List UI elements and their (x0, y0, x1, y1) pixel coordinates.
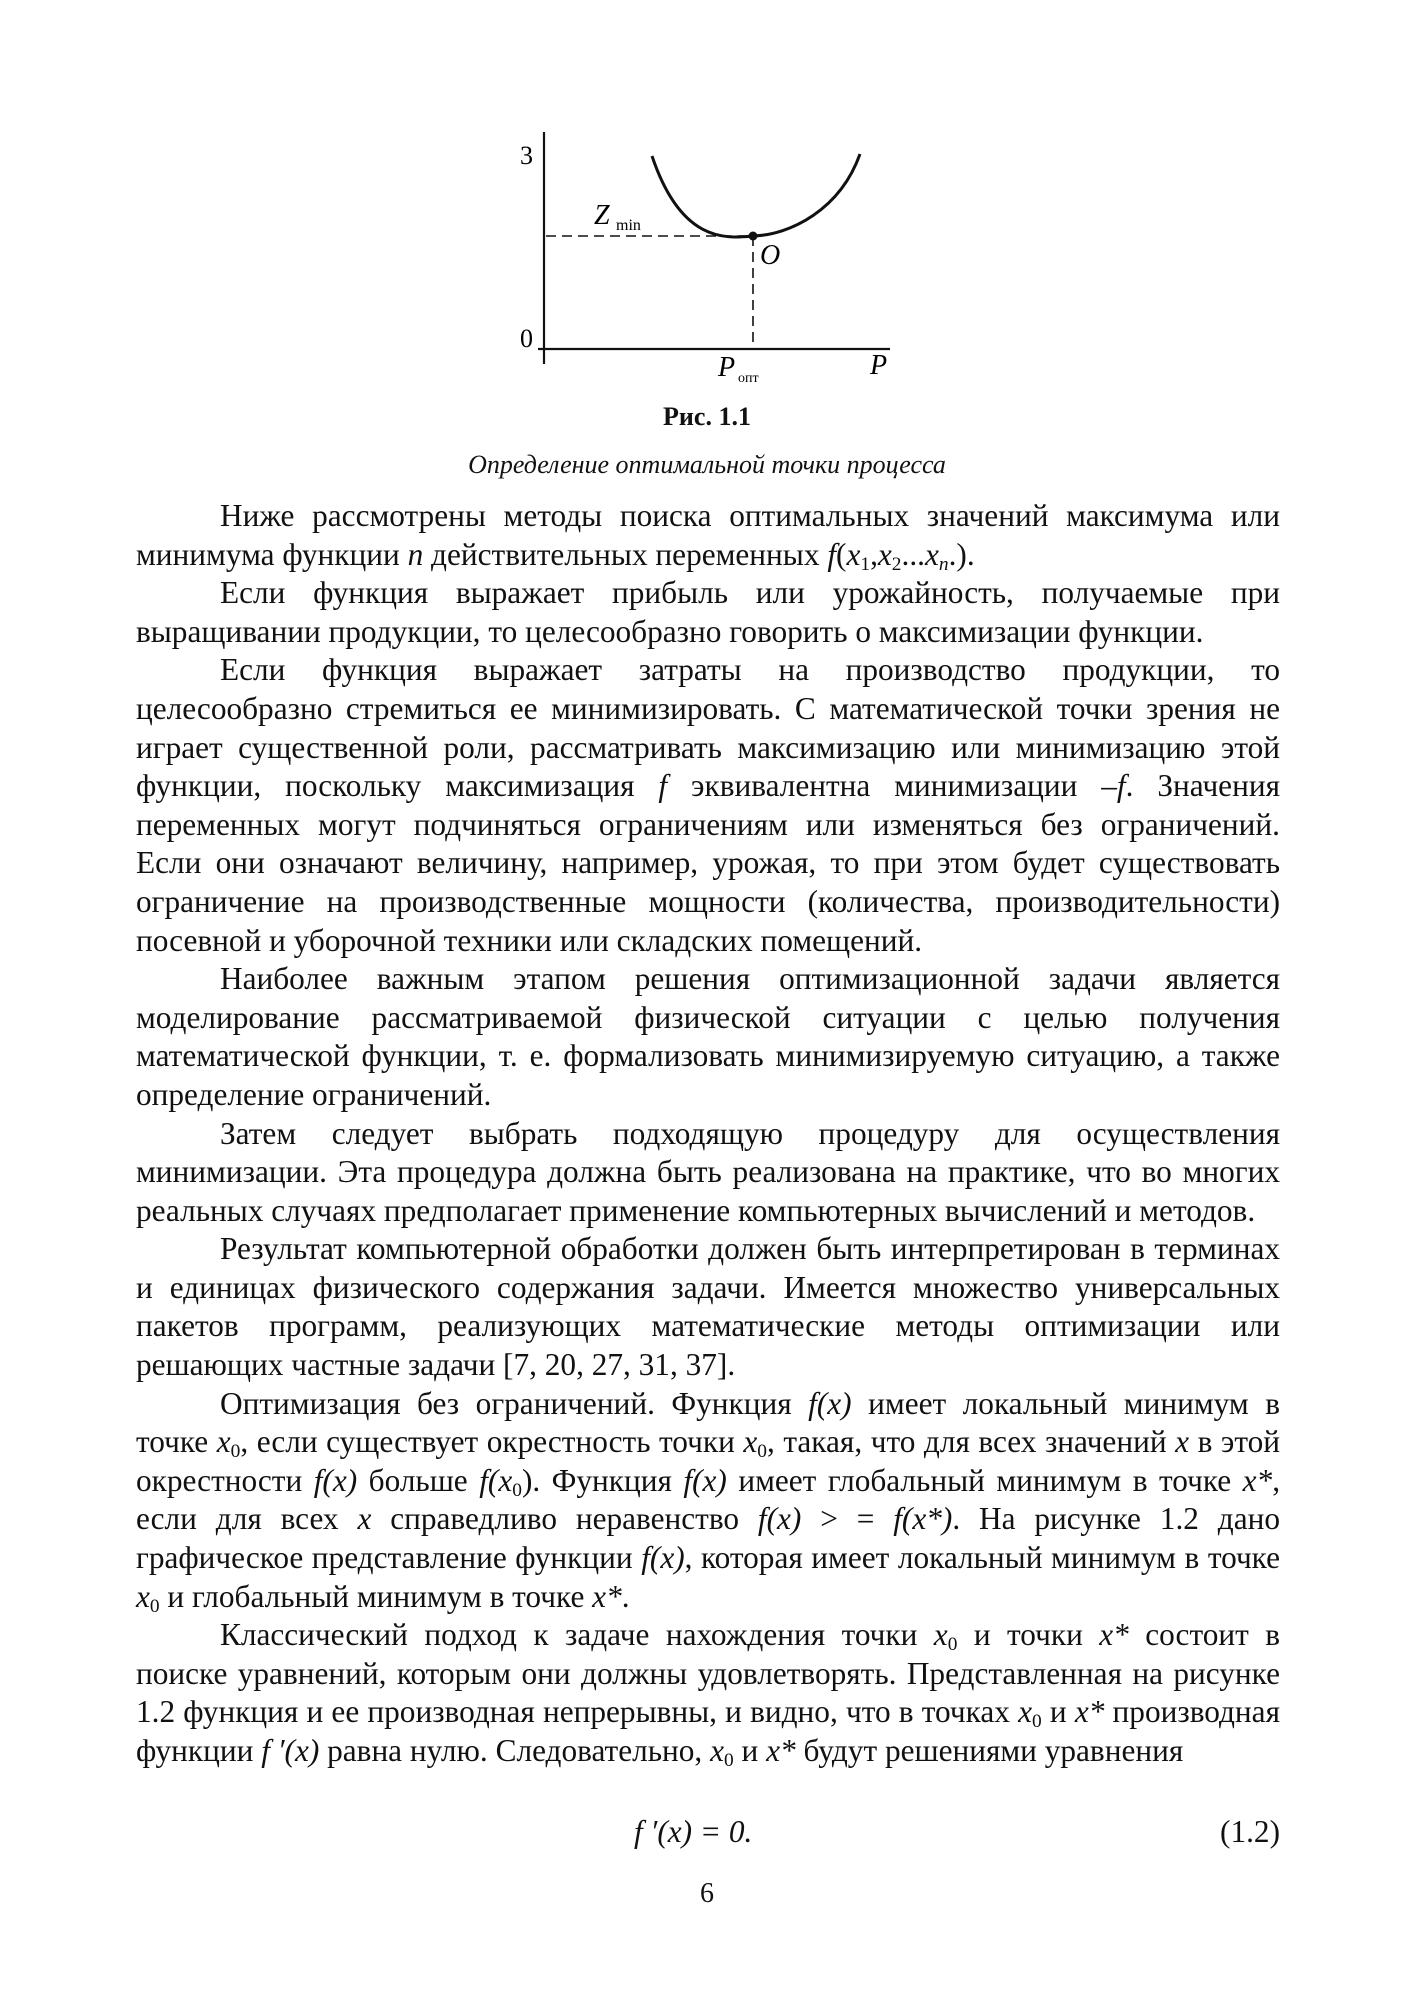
optimum-curve-diagram (0, 0, 1414, 430)
text-run: Ниже рассмотрены методы поиска оптимальных значений максимума или минимума функции (136, 498, 1280, 572)
math-var: n (407, 536, 424, 572)
origin-label: 0 (520, 324, 533, 353)
text-run: , которая имеет локальный минимум в точке (684, 1540, 1280, 1576)
cost-curve (652, 154, 860, 237)
popt-subscript: опт (738, 371, 759, 386)
text-run: имеет глобальный минимум в точке (726, 1462, 1243, 1498)
paragraph-1 (136, 497, 1280, 574)
math-var: f(x) (313, 1462, 358, 1498)
text-run: производная функции (136, 1694, 1280, 1768)
math-var: x* (592, 1578, 622, 1614)
math-sub: 0 (149, 1595, 160, 1617)
math-var: x (743, 1424, 758, 1460)
text-run: справедливо неравенство (371, 1501, 758, 1537)
math-var: x* (766, 1733, 796, 1768)
text-run: , такая, что для всех значений (766, 1424, 1176, 1460)
text-run: Классический подход к задаче нахождения точки (220, 1617, 934, 1653)
math-sub: 1 (860, 553, 871, 575)
math-var: x (710, 1733, 724, 1768)
math-sub: 0 (512, 1479, 522, 1501)
math-var: x (357, 1501, 372, 1537)
text-run: ( (836, 536, 847, 572)
figure-number: Рис. 1.1 (663, 402, 751, 431)
paragraph-6: Результат компьютерной обработки должен быть интерпретирован в терминах и единицах физического содержания задачи. Имеется множество универсальных пакетов программ, реализующих математические методы оптимизации или решающих частные задачи [7, 20, 27, 31, 37]. (136, 1231, 1280, 1383)
equation-number: (1.2) (1220, 1814, 1280, 1849)
math-sub: 0 (1031, 1711, 1042, 1733)
text-run: будут решениями уравнения (795, 1733, 1184, 1768)
text-run: и глобальный минимум в точке (159, 1578, 593, 1614)
text-run: и (1041, 1694, 1075, 1730)
text-run: Оптимизация без ограничений. Функция (220, 1385, 809, 1421)
math-var: x (877, 536, 892, 572)
zmin-label: Z (594, 200, 610, 231)
math-var: x (1175, 1424, 1190, 1460)
equation-1-2 (136, 1814, 1280, 1854)
math-var: x (498, 1462, 513, 1498)
math-sub: 0 (757, 1441, 767, 1463)
figure-caption: Определение оптимальной точки процесса (468, 450, 946, 479)
text-run: . (621, 1578, 630, 1614)
math-var: f (827, 536, 837, 572)
text-run: , если существует окрестность точки (240, 1424, 744, 1460)
paragraph-7 (136, 1385, 1280, 1617)
equation-formula: f ′(x) = 0. (634, 1814, 753, 1849)
math-var: x (924, 536, 939, 572)
text-run: состоит в поиске уравнений, которым они должны удовлетворять. Представленная на рисунке 1.2 функция и ее производная непрерывны, и видно, что в точках (136, 1617, 1280, 1730)
x-axis-label: P (870, 350, 888, 381)
zmin-subscript: min (616, 217, 641, 234)
math-var: x* (1099, 1617, 1129, 1653)
math-sub: 2 (891, 553, 902, 575)
math-var: x* (1242, 1462, 1273, 1498)
text-run: ) (521, 1462, 533, 1498)
text-run: , (870, 536, 878, 572)
text-run: .). (948, 536, 975, 572)
math-var: x (136, 1578, 150, 1614)
math-sub: 0 (723, 1749, 734, 1771)
text-run: > = (801, 1501, 894, 1537)
text-run: . На рисунке 1.2 дано графическое представление функции (136, 1501, 1280, 1576)
math-var: –f (1101, 768, 1126, 804)
text-run: ... (901, 536, 925, 572)
paragraph-3 (136, 651, 1280, 960)
paragraph-5: Затем следует выбрать подходящую процедуру для осуществления минимизации. Эта процедура должна быть реализована на практике, что во многих реальных случаях предполагает применение компьютерных вычислений и методов. (136, 1115, 1280, 1228)
text-run: и (733, 1733, 767, 1768)
math-var: f( (479, 1462, 499, 1498)
math-var: x (933, 1617, 948, 1653)
text-run: больше (357, 1462, 480, 1498)
figure-1-1 (0, 0, 1414, 430)
optimum-point (749, 232, 758, 241)
paragraph-4: Наиболее важным этапом решения оптимизационной задачи является моделирование рассматриваемой физической ситуации с целью получения математической функции, т. е. формализовать минимизируемую ситуацию, а также определение ограничений. (136, 961, 1280, 1112)
text-run: Если функция выражает затраты на производство продукции, то целесообразно стремиться ее минимизировать. С математической точки зрения не играет существенной роли, рассматривать максимизацию или минимизацию этой функции, поскольку максимизация (136, 652, 1280, 804)
text-run: в этой окрестности (136, 1424, 1281, 1498)
math-var: x (216, 1424, 231, 1460)
math-sub: 0 (947, 1634, 958, 1656)
math-var: x (846, 536, 861, 572)
y-axis-tick-top: 3 (520, 141, 533, 170)
math-var: f(x) (641, 1540, 685, 1576)
paragraph-8 (136, 1616, 1280, 1770)
text-run: равна нулю. Следовательно, (319, 1733, 711, 1768)
body-text (136, 497, 1280, 1771)
text-run: имеет локальный минимум в точке (136, 1385, 1280, 1460)
text-run: . Функция (532, 1462, 684, 1498)
text-run: действительных переменных (423, 536, 828, 572)
math-var: f(x) (757, 1501, 802, 1537)
text-run: эквивалентна минимизации (667, 768, 1102, 804)
page-number: 6 (700, 1878, 714, 1909)
math-var: x (1018, 1694, 1032, 1730)
math-var: f (658, 768, 668, 804)
math-var: f ′(x) (261, 1733, 320, 1768)
math-var: f(x*) (893, 1501, 953, 1537)
paragraph-2: Если функция выражает прибыль или урожайность, получаемые при выращивании продукции, то целесообразно говорить о максимизации функции. (136, 575, 1280, 649)
point-o-label: O (760, 240, 781, 271)
math-sub: 0 (230, 1441, 241, 1463)
math-var: f(x) (808, 1385, 852, 1421)
text-run: и точки (957, 1617, 1100, 1653)
math-var: x* (1074, 1694, 1105, 1730)
math-sub: n (938, 553, 949, 575)
math-var: f(x) (683, 1462, 727, 1498)
text-run: , если для всех (136, 1462, 1281, 1537)
text-run: . Значения переменных могут подчиняться ограничениям или изменяться без ограничений. Если они означают величину, например, урожая, то при этом будет существовать ограничение на производственные мощности (количества, производительности) посевной и уборочной техники или складских помещений. (136, 768, 1280, 958)
popt-label: P (718, 352, 736, 383)
